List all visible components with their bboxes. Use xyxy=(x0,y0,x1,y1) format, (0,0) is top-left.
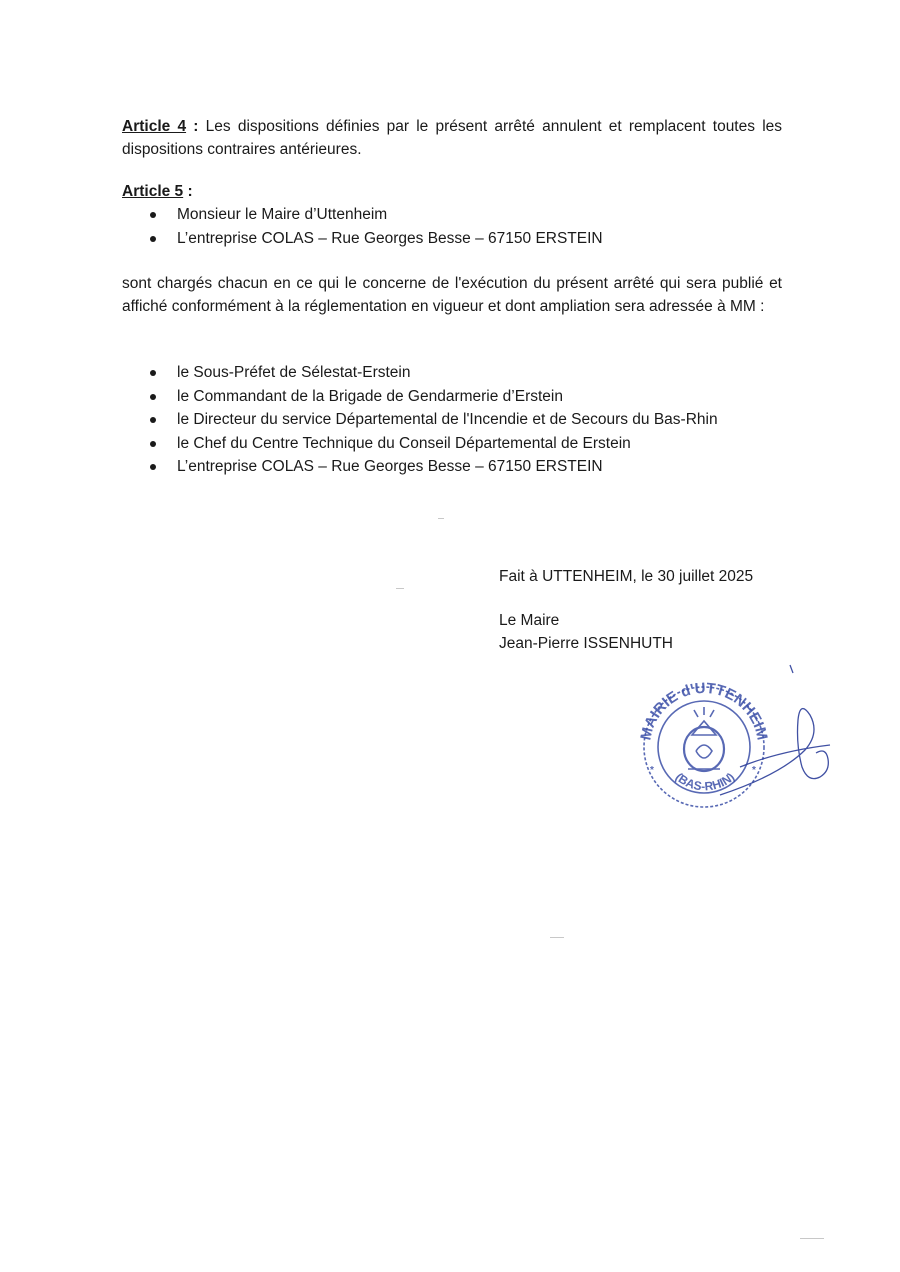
list-item: le Sous-Préfet de Sélestat-Erstein xyxy=(122,361,782,385)
signatory-name: Jean-Pierre ISSENHUTH xyxy=(499,635,673,652)
article-5-list xyxy=(122,203,782,250)
recipients-list-container xyxy=(122,361,782,479)
article-4-colon: : xyxy=(186,118,199,135)
svg-text:*: * xyxy=(650,765,654,776)
article-4-text: Les dispositions définies par le présent arrêté annulent et remplacent toutes les dispositions contraires antérieures. xyxy=(122,118,783,158)
list-item: le Chef du Centre Technique du Conseil Départemental de Erstein xyxy=(122,432,782,456)
article-4-paragraph xyxy=(122,115,782,161)
scan-speck xyxy=(396,588,404,589)
signatory-role: Le Maire xyxy=(499,612,560,629)
stamp-bottom-text: (BAS-RHIN) xyxy=(672,769,738,794)
stamp-top-text: MAIRIE d'UTTENHEIM xyxy=(637,679,771,742)
place-date: Fait à UTTENHEIM, le 30 juillet 2025 xyxy=(499,568,754,585)
list-item: L’entreprise COLAS – Rue Georges Besse – 67150 ERSTEIN xyxy=(122,227,782,251)
scan-speck xyxy=(550,937,564,938)
article-5-label: Article 5 xyxy=(122,183,184,200)
list-item: L’entreprise COLAS – Rue Georges Besse – 67150 ERSTEIN xyxy=(122,455,782,479)
stamp-and-signature xyxy=(630,655,840,820)
scan-speck xyxy=(800,1238,824,1239)
list-item: le Commandant de la Brigade de Gendarmerie d’Erstein xyxy=(122,385,782,409)
svg-text:*: * xyxy=(752,765,756,776)
article-5-heading xyxy=(122,180,782,203)
charges-paragraph: sont chargés chacun en ce qui le concerne de l'exécution du présent arrêté qui sera publié et affiché conformément à la réglementation en vigueur et dont ampliation sera adressée à MM : xyxy=(122,275,782,315)
list-item: Monsieur le Maire d’Uttenheim xyxy=(122,203,782,227)
scan-speck xyxy=(438,518,444,519)
recipients-list xyxy=(122,361,782,479)
official-seal-icon xyxy=(630,655,840,820)
list-item: le Directeur du service Départemental de l'Incendie et de Secours du Bas-Rhin xyxy=(122,408,782,432)
article-4-label: Article 4 xyxy=(122,118,187,135)
article-5-list-container xyxy=(122,203,782,250)
article-5-colon: : xyxy=(183,183,193,200)
